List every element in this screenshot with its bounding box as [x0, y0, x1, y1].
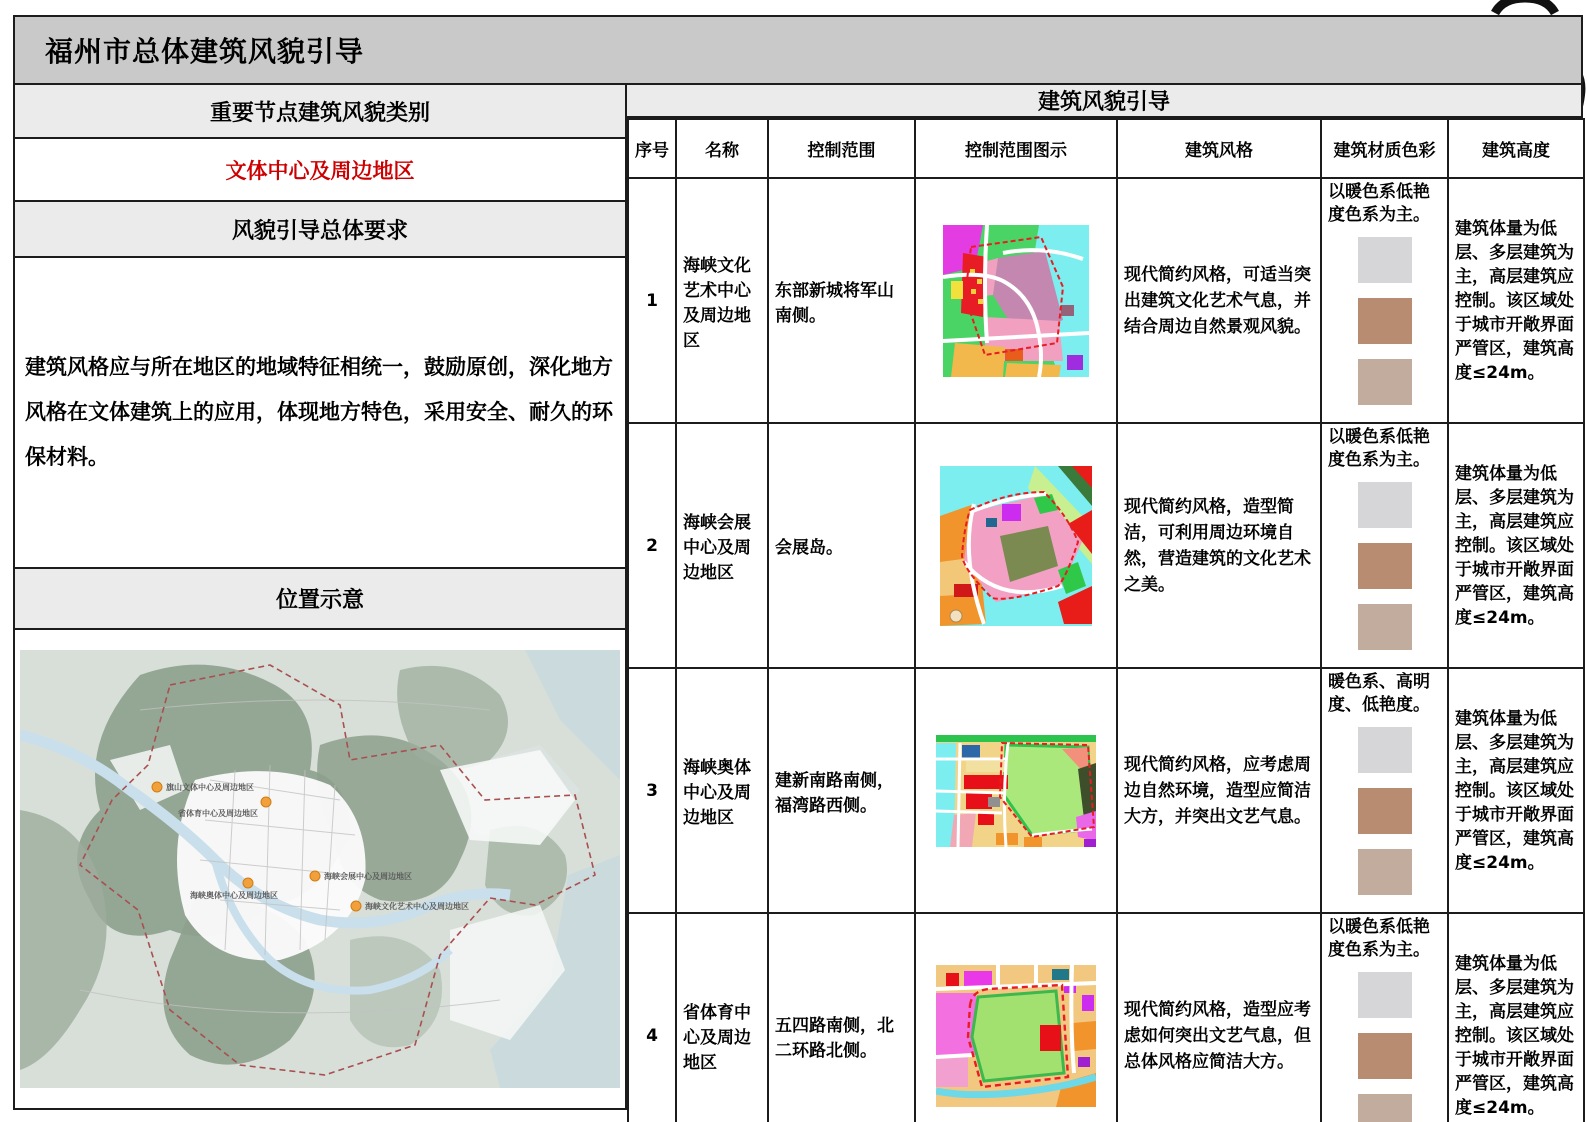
color-swatch: [1358, 1094, 1412, 1122]
color-swatch: [1358, 972, 1412, 1018]
control-area-map-4: [915, 913, 1117, 1122]
map-marker-label: 旗山文体中心及周边地区: [166, 783, 254, 792]
table-row: [628, 178, 1584, 423]
table-title: 建筑风貌引导: [627, 85, 1581, 118]
control-area-map-2: [915, 423, 1117, 668]
map-marker-label: 海峡会展中心及周边地区: [324, 872, 412, 881]
control-area-map-1: [915, 178, 1117, 423]
row-material: [1321, 668, 1448, 913]
row-scope: 东部新城将军山南侧。: [768, 178, 915, 423]
color-swatch: [1358, 237, 1412, 283]
category-value: 文体中心及周边地区: [15, 139, 625, 202]
map-marker-label: 省体育中心及周边地区: [178, 809, 258, 818]
material-swatches: [1328, 972, 1441, 1122]
row-material: [1321, 423, 1448, 668]
row-style: 现代简约风格，应考虑周边自然环境，造型应简洁大方，并突出文艺气息。: [1117, 668, 1321, 913]
table-row: [628, 668, 1584, 913]
row-scope: 会展岛。: [768, 423, 915, 668]
row-style: 现代简约风格，造型简洁，可利用周边环境自然，营造建筑的文化艺术之美。: [1117, 423, 1321, 668]
row-no: 2: [628, 423, 676, 668]
color-swatch: [1358, 1033, 1412, 1079]
row-name: 海峡会展中心及周边地区: [676, 423, 768, 668]
row-height: 建筑体量为低层、多层建筑为主，高层建筑应控制。该区域处于城市开敞界面严管区，建筑高度≤24m。: [1448, 913, 1584, 1122]
category-header: 重要节点建筑风貌类别: [15, 85, 625, 139]
guide-table-panel: [627, 85, 1581, 1118]
color-swatch: [1358, 604, 1412, 650]
row-height: 建筑体量为低层、多层建筑为主，高层建筑应控制。该区域处于城市开敞界面严管区，建筑高度≤24m。: [1448, 178, 1584, 423]
map-marker-label: 海峡奥体中心及周边地区: [190, 891, 278, 900]
requirements-header: 风貌引导总体要求: [15, 202, 625, 258]
row-style: 现代简约风格，可适当突出建筑文化艺术气息，并结合周边自然景观风貌。: [1117, 178, 1321, 423]
color-swatch: [1358, 543, 1412, 589]
material-text: 以暖色系低艳度色系为主。: [1328, 427, 1430, 470]
row-no: 1: [628, 178, 676, 423]
table-row: [628, 423, 1584, 668]
col-header-no: 序号: [628, 119, 676, 178]
material-text: 暖色系、高明度、低艳度。: [1328, 672, 1430, 715]
row-material: [1321, 178, 1448, 423]
guide-table: [627, 118, 1585, 1122]
sheet-frame: [13, 15, 1583, 1118]
row-style: 现代简约风格，造型应考虑如何突出文艺气息，但总体风格应简洁大方。: [1117, 913, 1321, 1122]
requirements-paragraph: 建筑风格应与所在地区的地域特征相统一，鼓励原创，深化地方风格在文体建筑上的应用，体现地方特色，采用安全、耐久的环保材料。: [25, 355, 613, 469]
col-header-style: 建筑风格: [1117, 119, 1321, 178]
color-swatch: [1358, 298, 1412, 344]
col-header-height: 建筑高度: [1448, 119, 1584, 178]
color-swatch: [1358, 727, 1412, 773]
material-swatches: [1328, 237, 1441, 420]
page-title: 福州市总体建筑风貌引导: [15, 17, 1581, 85]
material-text: 以暖色系低艳度色系为主。: [1328, 182, 1430, 225]
material-swatches: [1328, 482, 1441, 665]
color-swatch: [1358, 359, 1412, 405]
row-height: 建筑体量为低层、多层建筑为主，高层建筑应控制。该区域处于城市开敞界面严管区，建筑高度≤24m。: [1448, 668, 1584, 913]
requirements-text: [15, 258, 625, 569]
row-height: 建筑体量为低层、多层建筑为主，高层建筑应控制。该区域处于城市开敞界面严管区，建筑高度≤24m。: [1448, 423, 1584, 668]
material-text: 以暖色系低艳度色系为主。: [1328, 917, 1430, 960]
color-swatch: [1358, 849, 1412, 895]
row-name: 省体育中心及周边地区: [676, 913, 768, 1122]
row-no: 4: [628, 913, 676, 1122]
table-row: [628, 913, 1584, 1122]
location-header: 位置示意: [15, 569, 625, 630]
row-name: 海峡奥体中心及周边地区: [676, 668, 768, 913]
left-panel: [15, 85, 627, 1108]
control-area-map-3: [915, 668, 1117, 913]
row-no: 3: [628, 668, 676, 913]
row-scope: 建新南路南侧，福湾路西侧。: [768, 668, 915, 913]
row-material: [1321, 913, 1448, 1122]
material-swatches: [1328, 727, 1441, 910]
col-header-scope: 控制范围: [768, 119, 915, 178]
location-map-cell: [15, 630, 625, 1108]
color-swatch: [1358, 788, 1412, 834]
row-name: 海峡文化艺术中心及周边地区: [676, 178, 768, 423]
map-marker-label: 海峡文化艺术中心及周边地区: [365, 902, 469, 911]
table-header-row: [628, 119, 1584, 178]
col-header-material: 建筑材质色彩: [1321, 119, 1448, 178]
color-swatch: [1358, 482, 1412, 528]
col-header-thumb: 控制范围图示: [915, 119, 1117, 178]
location-map: [20, 650, 620, 1088]
col-header-name: 名称: [676, 119, 768, 178]
row-scope: 五四路南侧，北二环路北侧。: [768, 913, 915, 1122]
